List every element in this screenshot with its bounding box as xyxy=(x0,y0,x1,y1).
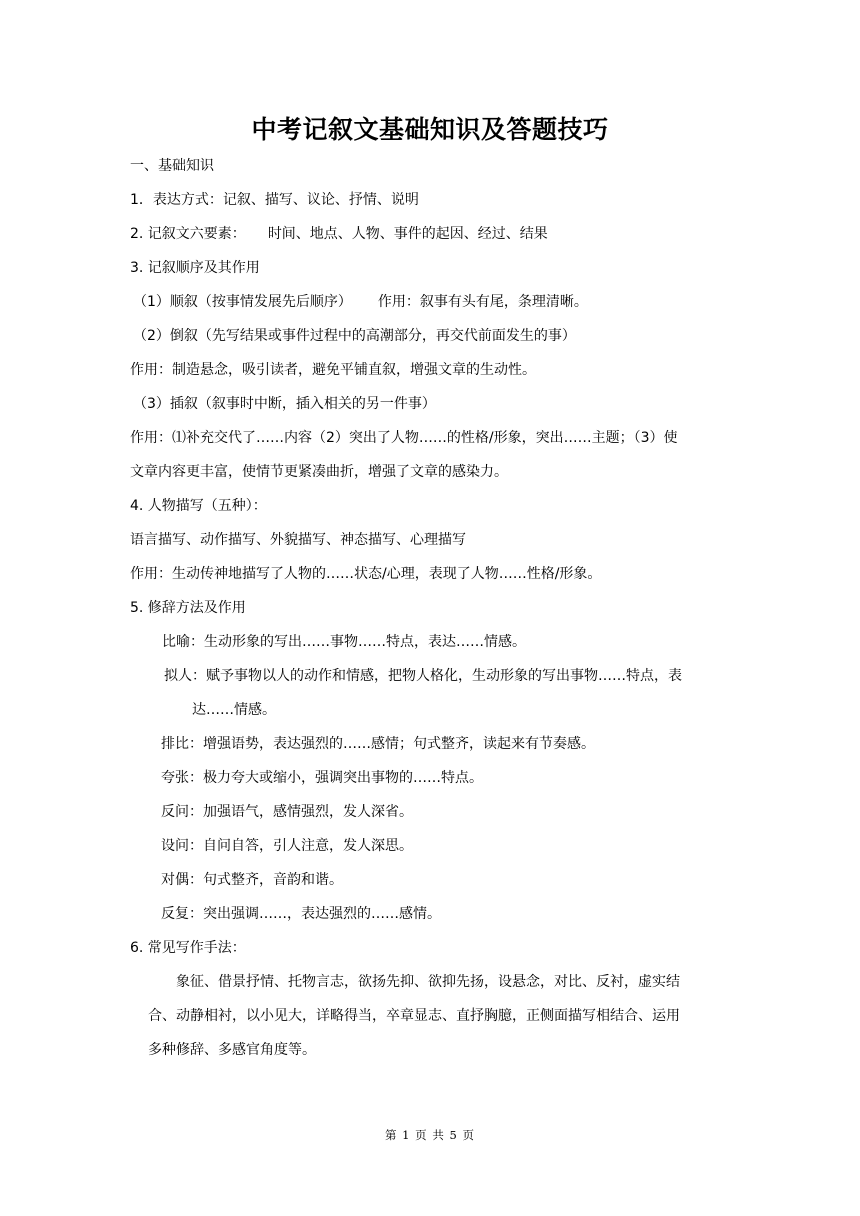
rhetoric-parallelism: 排比：增强语势，表达强烈的……感情；句式整齐，读起来有节奏感。 xyxy=(161,736,595,752)
six-elements-list: 时间、地点、人物、事件的起因、经过、结果 xyxy=(267,226,548,242)
item-chronological xyxy=(133,292,588,312)
rhetoric-personification-line-1: 拟人：赋予事物以人的动作和情感，把物人格化，生动形象的写出事物……特点，表 xyxy=(164,668,682,684)
rhetoric-rhetorical-question: 反问：加强语气，感情强烈，发人深省。 xyxy=(161,804,413,820)
six-elements-label: 2. 记叙文六要素： xyxy=(130,226,246,242)
chronological-label: （1）顺叙（按事情发展先后顺序） xyxy=(133,294,352,310)
writing-techniques-line-2: 合、动静相衬，以小见大，详略得当，卒章显志、直抒胸臆，正侧面描写相结合、运用 xyxy=(148,1008,680,1024)
item-six-elements xyxy=(130,224,548,244)
character-description-effect: 作用：生动传神地描写了人物的……状态/心理，表现了人物……性格/形象。 xyxy=(130,566,602,582)
item-interjection: （3）插叙（叙事时中断，插入相关的另一件事） xyxy=(133,396,436,412)
rhetoric-personification-line-2: 达……情感。 xyxy=(192,702,276,718)
character-description-types: 语言描写、动作描写、外貌描写、神态描写、心理描写 xyxy=(130,532,466,548)
page-footer: 第 1 页 共 5 页 xyxy=(385,1128,475,1142)
section-heading-basics: 一、基础知识 xyxy=(130,158,214,174)
writing-techniques-line-3: 多种修辞、多感官角度等。 xyxy=(148,1042,316,1058)
item-rhetoric: 5. 修辞方法及作用 xyxy=(130,600,246,616)
item-writing-techniques: 6. 常见写作手法： xyxy=(130,940,246,956)
rhetoric-repetition: 反复：突出强调……，表达强烈的……感情。 xyxy=(161,906,441,922)
interjection-effect-line-2: 文章内容更丰富，使情节更紧凑曲折，增强了文章的感染力。 xyxy=(130,464,508,480)
item-flashback: （2）倒叙（先写结果或事件过程中的高潮部分，再交代前面发生的事） xyxy=(133,328,576,344)
rhetoric-metaphor: 比喻：生动形象的写出……事物……特点，表达……情感。 xyxy=(162,634,526,650)
document-title: 中考记叙文基础知识及答题技巧 xyxy=(251,115,609,144)
flashback-effect: 作用：制造悬念，吸引读者，避免平铺直叙，增强文章的生动性。 xyxy=(130,362,536,378)
item-narrative-order: 3. 记叙顺序及其作用 xyxy=(130,260,260,276)
writing-techniques-line-1: 象征、借景抒情、托物言志，欲扬先抑、欲抑先扬，设悬念，对比、反衬，虚实结 xyxy=(176,974,680,990)
item-expression-methods: 1．表达方式：记叙、描写、议论、抒情、说明 xyxy=(130,192,419,208)
interjection-effect-line-1: 作用：⑴补充交代了……内容（2）突出了人物……的性格/形象，突出……主题；（3）使 xyxy=(130,430,678,446)
rhetoric-hyperbole: 夸张：极力夸大或缩小，强调突出事物的……特点。 xyxy=(161,770,483,786)
chronological-effect: 作用：叙事有头有尾，条理清晰。 xyxy=(377,294,588,310)
rhetoric-hypophora: 设问：自问自答，引人注意，发人深思。 xyxy=(161,838,413,854)
item-character-description: 4. 人物描写（五种）： xyxy=(130,498,267,514)
rhetoric-antithesis: 对偶：句式整齐，音韵和谐。 xyxy=(161,872,343,888)
